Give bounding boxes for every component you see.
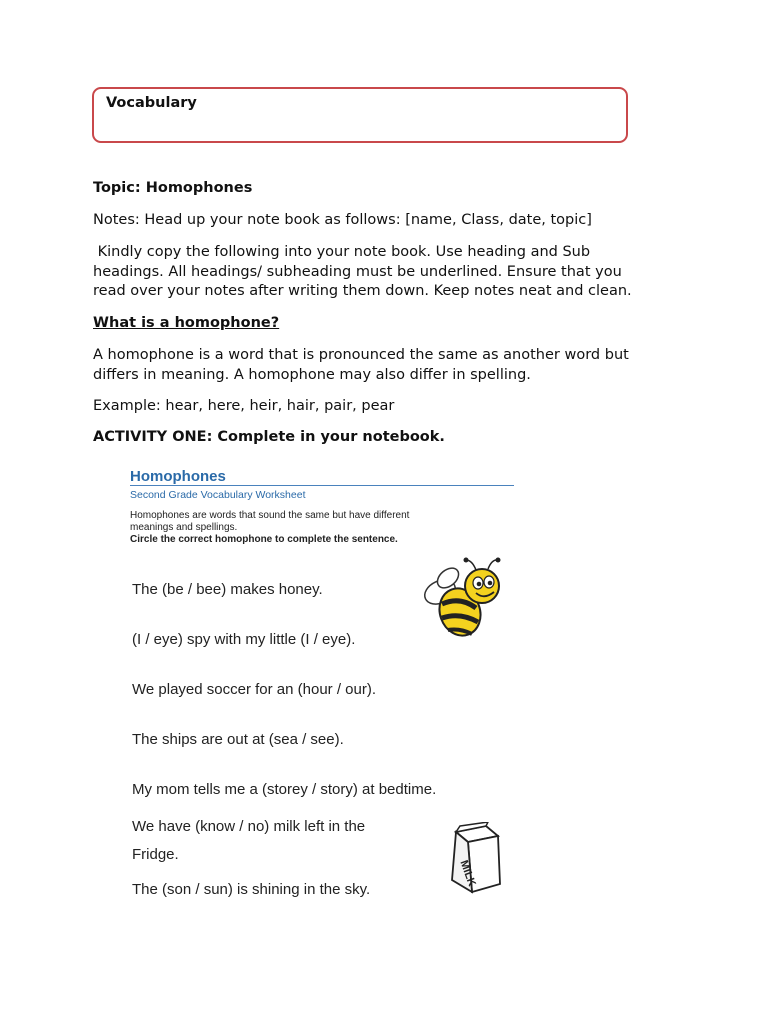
worksheet-sentence: The (son / sun) is shining in the sky. <box>132 881 371 898</box>
question-heading: What is a homophone? <box>93 315 280 331</box>
worksheet-description-line: meanings and spellings. <box>130 522 238 533</box>
worksheet-sentence: The ships are out at (sea / see). <box>132 731 344 748</box>
worksheet-image <box>120 460 540 910</box>
instructions-line: headings. All headings/ subheading must be underlined. Ensure that you <box>93 263 622 280</box>
worksheet-subtitle: Second Grade Vocabulary Worksheet <box>130 489 306 501</box>
vocabulary-box <box>92 87 628 143</box>
worksheet-sentence: (I / eye) spy with my little (I / eye). <box>132 631 356 648</box>
milk-carton-label: MILK <box>457 858 478 889</box>
worksheet-title-rule <box>130 485 514 486</box>
activity-heading: ACTIVITY ONE: Complete in your notebook. <box>93 429 445 445</box>
worksheet-instruction-line: Circle the correct homophone to complete the sentence. <box>130 534 398 545</box>
vocabulary-title: Vocabulary <box>106 95 197 111</box>
instructions-line: Kindly copy the following into your note book. Use heading and Sub <box>93 244 591 260</box>
bee-icon <box>418 556 508 646</box>
instructions-paragraph <box>93 243 683 302</box>
worksheet-title: Homophones <box>130 468 226 485</box>
notes-text: Notes: Head up your note book as follows: [name, Class, date, topic] <box>93 212 592 228</box>
worksheet-sentence: The (be / bee) makes honey. <box>132 581 323 598</box>
worksheet-sentence: We played soccer for an (hour / our). <box>132 681 376 698</box>
instructions-line: read over your notes after writing them down. Keep notes neat and clean. <box>93 283 632 299</box>
worksheet-sentence: Fridge. <box>132 846 179 863</box>
worksheet-sentence: We have (know / no) milk left in the <box>132 818 366 835</box>
topic-heading: Topic: Homophones <box>93 180 253 196</box>
worksheet-sentence: My mom tells me a (storey / story) at bedtime. <box>132 781 437 798</box>
definition-paragraph <box>93 346 683 385</box>
example-text: Example: hear, here, heir, hair, pair, pear <box>93 398 395 414</box>
worksheet-description-line: Homophones are words that sound the same but have different <box>130 510 410 521</box>
definition-line: differs in meaning. A homophone may also differ in spelling. <box>93 366 531 383</box>
milk-carton-icon <box>442 822 506 894</box>
definition-line: A homophone is a word that is pronounced the same as another word but <box>93 347 629 363</box>
worksheet-description <box>130 510 490 546</box>
